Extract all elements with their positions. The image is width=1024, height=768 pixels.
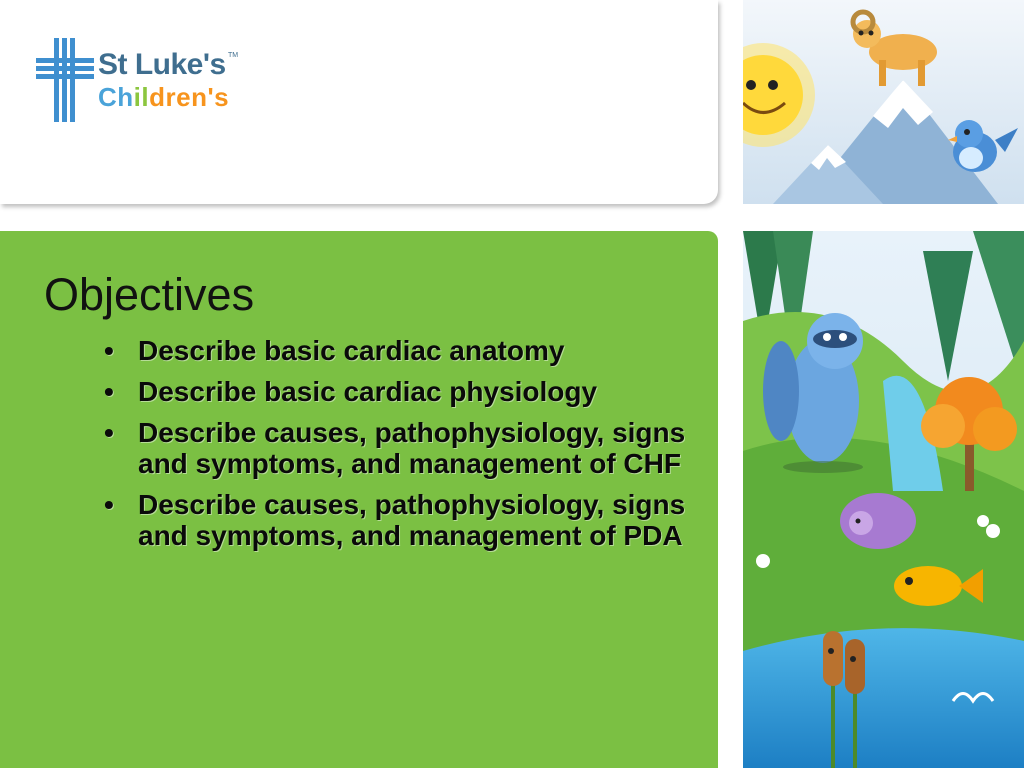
bullet-icon: • <box>104 489 114 520</box>
logo-subtitle <box>98 82 229 113</box>
logo-subtitle-part: il <box>133 82 150 112</box>
logo-subtitle-part: Ch <box>98 82 134 112</box>
cross-logo-icon <box>36 38 94 122</box>
slide-title: Objectives <box>44 269 255 320</box>
objectives-list <box>104 335 714 561</box>
logo-title: St Luke's <box>98 48 226 81</box>
hedgehog-icon <box>840 493 916 549</box>
list-item <box>104 335 714 366</box>
list-item <box>104 489 714 551</box>
top-illustration <box>743 0 1024 204</box>
st-lukes-childrens-logo <box>36 38 246 122</box>
list-item <box>104 417 714 479</box>
list-item-text: Describe causes, pathophysiology, signs and symptoms, and management of PDA <box>138 489 686 551</box>
logo-subtitle-part: dren's <box>149 82 230 112</box>
header-panel <box>0 0 718 204</box>
pond-icon <box>743 628 1024 768</box>
list-item-text: Describe causes, pathophysiology, signs and symptoms, and management of CHF <box>138 417 686 479</box>
bottom-illustration <box>743 231 1024 768</box>
bullet-icon: • <box>104 376 114 407</box>
list-item-text: Describe basic cardiac anatomy <box>138 335 565 366</box>
bullet-icon: • <box>104 335 114 366</box>
list-item <box>104 376 714 407</box>
list-item-text: Describe basic cardiac physiology <box>138 376 598 407</box>
content-panel <box>0 231 718 768</box>
bullet-icon: • <box>104 417 114 448</box>
logo-trademark: TM <box>228 52 239 59</box>
